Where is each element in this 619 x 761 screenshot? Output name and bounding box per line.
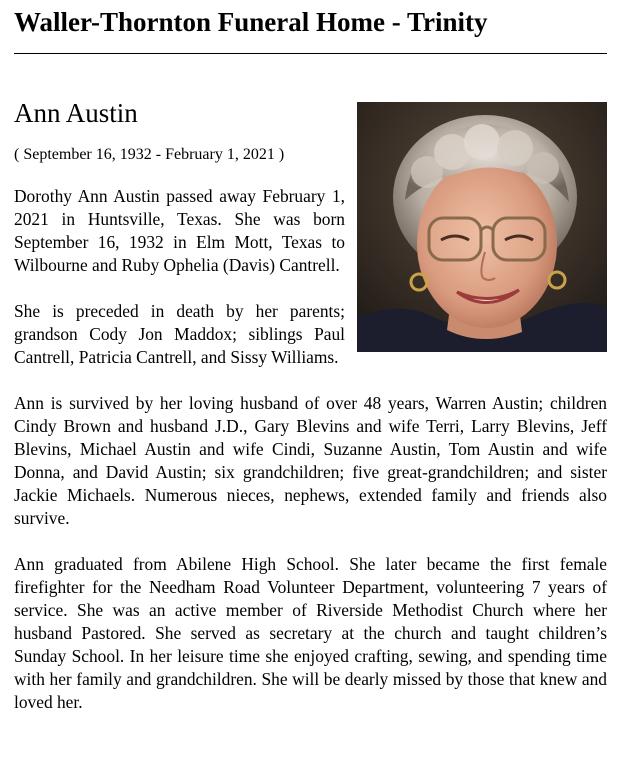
site-title[interactable]: Waller-Thornton Funeral Home - Trinity <box>14 7 488 37</box>
life-dates: ( September 16, 1932 - February 1, 2021 ) <box>14 146 285 163</box>
obituary-paragraph: Dorothy Ann Austin passed away February 1, 2021 in Huntsville, Texas. She was born September 16, 1932 in Elm Mott, Texas to Wilbourne and Ruby Ophelia (Davis) Cantrell. <box>14 186 345 275</box>
deceased-name: Ann Austin <box>14 98 138 128</box>
obituary-paragraph: Ann is survived by her loving husband of over 48 years, Warren Austin; children Cindy Brown and husband J.D., Gary Blevins and wife Terri, Larry Blevins, Jeff Blevins, Michael Austin and wife Cindi, Suzanne Austin, Tom Austin and wife Donna, and David Austin; six grandchildren; five great-grandchildren; and sister Jackie Michaels. Numerous nieces, nephews, extended family and friends also survive. <box>14 393 607 528</box>
obituary-paragraph: She is preceded in death by her parents; grandson Cody Jon Maddox; siblings Paul Cantrell, Patricia Cantrell, and Sissy Williams. <box>14 301 345 367</box>
portrait-photo <box>357 102 607 352</box>
obituary-page <box>14 0 607 714</box>
obituary-paragraph: Ann graduated from Abilene High School. She later became the first female firefighter for the Needham Road Volunteer Department, volunteering 7 years of service. She was an active member of Riverside Methodist Church where her husband Pastored. She served as secretary at the church and taught children’s Sunday School. In her leisure time she enjoyed crafting, sewing, and spending time with her family and grandchildren. She will be dearly missed by those that knew and loved her. <box>14 554 607 712</box>
